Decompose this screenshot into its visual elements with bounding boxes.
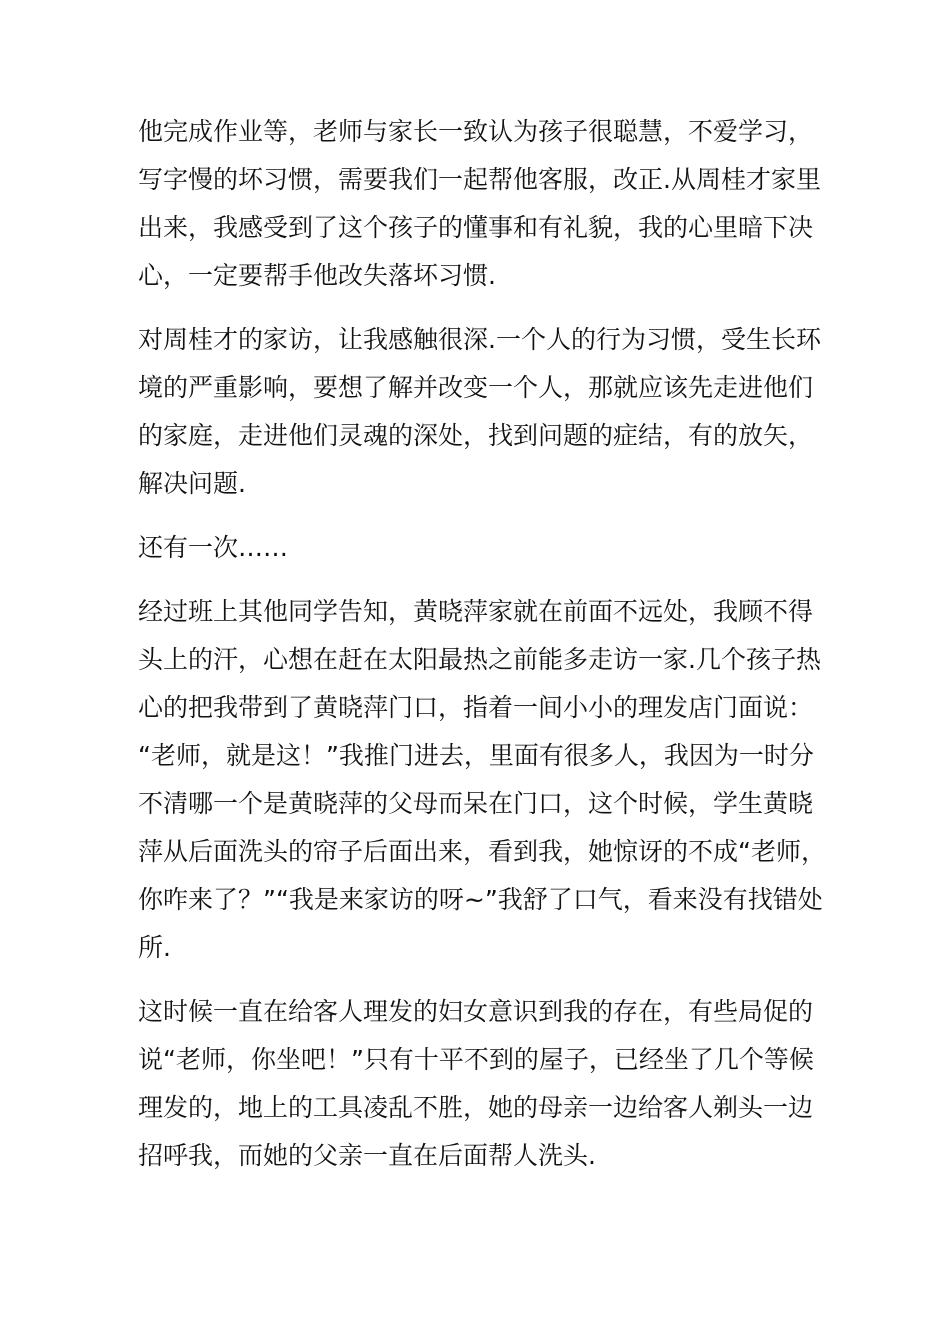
- text-line: 招呼我，而她的父亲一直在后面帮人洗头.: [138, 1141, 596, 1170]
- paragraph-3: [138, 524, 828, 572]
- text-line: 经过班上其他同学告知，黄晓萍家就在前面不远处，我顾不得: [138, 597, 814, 626]
- text-line: “老师，就是这！”我推门进去，里面有很多人，我因为一时分: [138, 741, 814, 770]
- text-line: 的家庭，走进他们灵魂的深处，找到问题的症结，有的放矢，: [138, 421, 814, 450]
- text-line: 解决问题.: [138, 469, 246, 498]
- text-line: 出来，我感受到了这个孩子的懂事和有礼貌，我的心里暗下决: [138, 213, 814, 242]
- text-line: 他完成作业等，老师与家长一致认为孩子很聪慧，不爱学习，: [138, 117, 814, 146]
- text-line: 这时候一直在给客人理发的妇女意识到我的存在，有些局促的: [138, 997, 814, 1026]
- text-line: 你咋来了？”“我是来家访的呀~”我舒了口气，看来没有找错处: [138, 885, 823, 914]
- paragraph-2: [138, 316, 828, 508]
- text-line: 萍从后面洗头的帘子后面出来，看到我，她惊讶的不成“老师，: [138, 837, 826, 866]
- text-line: 境的严重影响，要想了解并改变一个人，那就应该先走进他们: [138, 373, 814, 402]
- document-body: [138, 108, 828, 1196]
- text-line: 说“老师，你坐吧！”只有十平不到的屋子，已经坐了几个等候: [138, 1045, 814, 1074]
- text-line: 心的把我带到了黄晓萍门口，指着一间小小的理发店门面说：: [138, 693, 814, 722]
- text-line: 头上的汗，心想在赶在太阳最热之前能多走访一家.几个孩子热: [138, 645, 821, 674]
- text-line: 对周桂才的家访，让我感触很深.一个人的行为习惯，受生长环: [138, 325, 821, 354]
- text-line: 还有一次……: [138, 533, 289, 562]
- text-line: 不清哪一个是黄晓萍的父母而呆在门口，这个时候，学生黄晓: [138, 789, 814, 818]
- text-line: 写字慢的坏习惯，需要我们一起帮他客服，改正.从周桂才家里: [138, 165, 821, 194]
- paragraph-1: [138, 108, 828, 300]
- paragraph-5: [138, 988, 828, 1180]
- paragraph-4: [138, 588, 828, 972]
- text-line: 理发的，地上的工具凌乱不胜，她的母亲一边给客人剃头一边: [138, 1093, 814, 1122]
- text-line: 所.: [138, 933, 171, 962]
- text-line: 心，一定要帮手他改失落坏习惯.: [138, 261, 496, 290]
